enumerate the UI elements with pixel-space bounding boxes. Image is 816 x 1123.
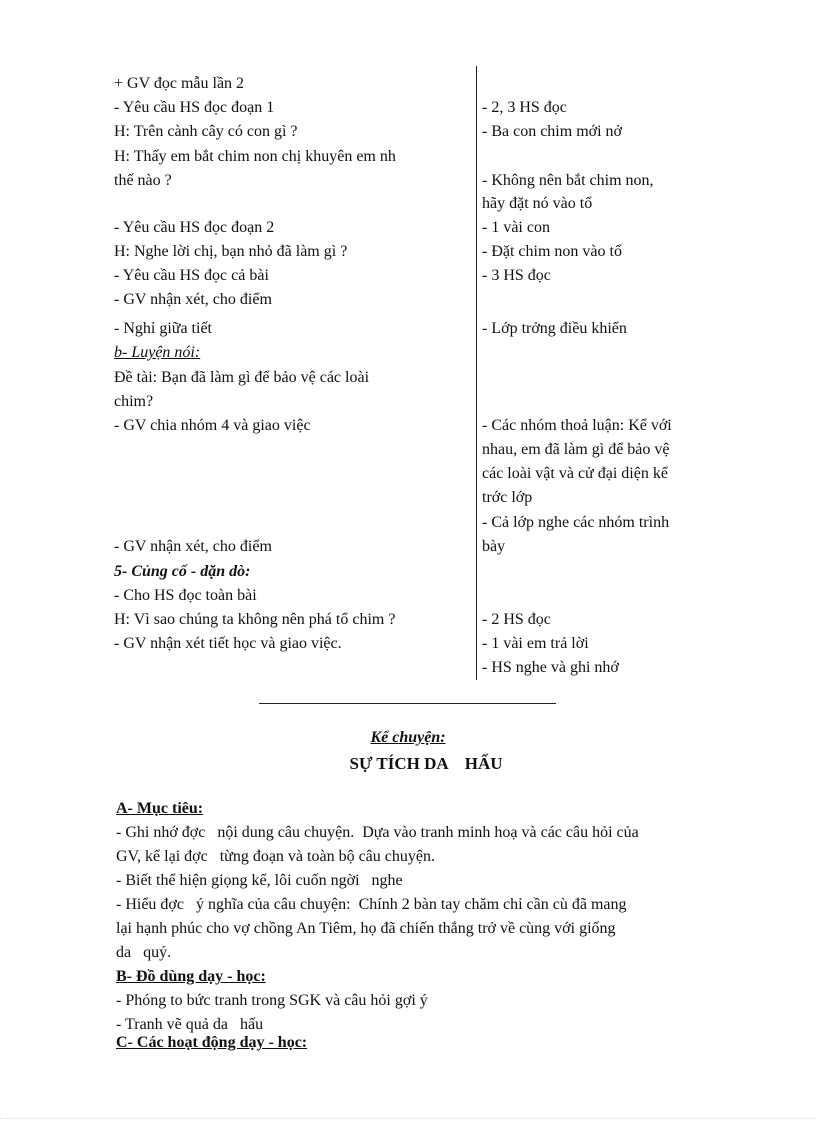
section-b-line: - Phóng to bức tranh trong SGK và câu hỏi gợi ý bbox=[116, 992, 428, 1009]
subheading-luyen-noi: b- Luyện nói: bbox=[114, 344, 201, 361]
page-bottom-edge bbox=[0, 1118, 816, 1119]
section-a-line: - Hiểu đợc ý nghĩa của câu chuyện: Chính 2 bàn tay chăm chỉ cần cù đã mang bbox=[116, 896, 627, 913]
left-line: H: Nghe lời chị, bạn nhỏ đã làm gì ? bbox=[114, 243, 348, 260]
section-separator bbox=[259, 703, 556, 704]
story-title: SỰ TÍCH DA HẤU bbox=[349, 754, 503, 773]
left-line: - GV nhận xét, cho điểm bbox=[114, 538, 272, 555]
section-a-heading: A- Mục tiêu: bbox=[116, 800, 204, 817]
left-line: - GV nhận xét tiết học và giao việc. bbox=[114, 635, 342, 652]
right-line: - 2, 3 HS đọc bbox=[482, 99, 567, 116]
left-line: - GV chia nhóm 4 và giao việc bbox=[114, 417, 311, 434]
section-c-heading: C- Các hoạt động dạy - học: bbox=[116, 1034, 308, 1051]
section-a-line: da quý. bbox=[116, 944, 172, 961]
right-line: - 1 vài con bbox=[482, 219, 550, 236]
section-a-line: - Ghi nhớ đợc nội dung câu chuyện. Dựa vào tranh minh hoạ và các câu hỏi của bbox=[116, 824, 639, 841]
left-line: + GV đọc mẫu lần 2 bbox=[114, 75, 245, 92]
right-line: - HS nghe và ghi nhớ bbox=[482, 659, 619, 676]
right-line: - Các nhóm thoả luận: Kể với bbox=[482, 417, 672, 434]
left-line: thế nào ? bbox=[114, 172, 172, 189]
left-line: chim? bbox=[114, 393, 154, 410]
left-line: H: Thấy em bắt chim non chị khuyên em nh bbox=[114, 148, 396, 165]
section-b-line: - Tranh vẽ quả da hấu bbox=[116, 1016, 264, 1033]
right-line: - 1 vài em trả lời bbox=[482, 635, 589, 652]
right-line: - Lớp trởng điều khiển bbox=[482, 320, 627, 337]
left-line: - Yêu cầu HS đọc cả bài bbox=[114, 267, 269, 284]
column-divider bbox=[476, 66, 477, 680]
right-line: - Không nên bắt chim non, bbox=[482, 172, 654, 189]
right-line: - 3 HS đọc bbox=[482, 267, 551, 284]
story-label: Kể chuyện: bbox=[370, 729, 446, 746]
section-a-line: - Biết thể hiện giọng kể, lôi cuốn ngời nghe bbox=[116, 872, 403, 889]
right-line: bày bbox=[482, 538, 506, 555]
left-line: - Cho HS đọc toàn bài bbox=[114, 587, 257, 604]
right-line: - 2 HS đọc bbox=[482, 611, 551, 628]
section-b-heading: B- Đồ dùng dạy - học: bbox=[116, 968, 266, 985]
left-line: H: Trên cành cây có con gì ? bbox=[114, 123, 298, 140]
left-line: H: Vì sao chúng ta không nên phá tổ chim ? bbox=[114, 611, 396, 628]
right-line: các loài vật và cử đại diện kể bbox=[482, 465, 668, 482]
left-line: - GV nhận xét, cho điểm bbox=[114, 291, 272, 308]
left-line: - Yêu cầu HS đọc đoạn 2 bbox=[114, 219, 275, 236]
left-line: - Yêu cầu HS đọc đoạn 1 bbox=[114, 99, 275, 116]
section-a-line: GV, kể lại đợc từng đoạn và toàn bộ câu chuyện. bbox=[116, 848, 435, 865]
right-line: - Đặt chim non vào tổ bbox=[482, 243, 622, 260]
left-line: Đề tài: Bạn đã làm gì để bảo vệ các loài bbox=[114, 369, 370, 386]
right-line: - Ba con chim mới nở bbox=[482, 123, 623, 140]
subheading-cung-co: 5- Củng cố - dặn dò: bbox=[114, 563, 251, 580]
section-a-line: lại hạnh phúc cho vợ chồng An Tiêm, họ đã chiến thắng trở về cùng với giống bbox=[116, 920, 616, 937]
right-line: hãy đặt nó vào tổ bbox=[482, 195, 593, 212]
right-line: nhau, em đã làm gì để bảo vệ bbox=[482, 441, 670, 458]
right-line: - Cả lớp nghe các nhóm trình bbox=[482, 514, 670, 531]
right-line: trớc lớp bbox=[482, 489, 533, 506]
left-line: - Nghỉ giữa tiết bbox=[114, 320, 212, 337]
